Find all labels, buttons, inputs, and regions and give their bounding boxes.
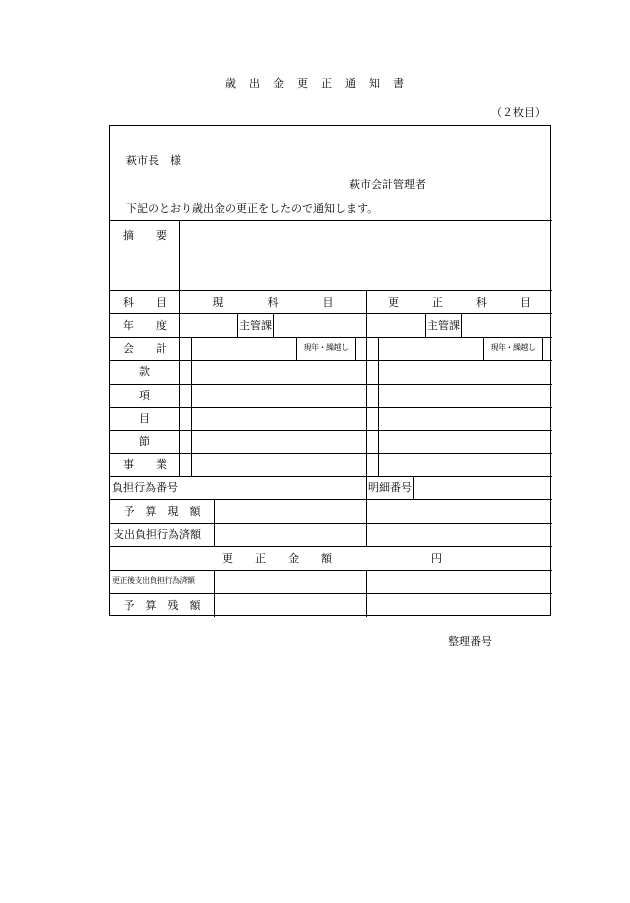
shishutsu-zumi-field[interactable] xyxy=(215,524,366,546)
gen-jigyo-field[interactable] xyxy=(192,454,366,476)
kosei-kingaku-label: 更 正 金 額 xyxy=(222,552,332,565)
futan-no-label: 負担行為番号 xyxy=(112,481,178,494)
gen-shukanka-label: 主管課 xyxy=(239,319,272,332)
gen-kaikei-field[interactable] xyxy=(192,338,296,360)
col-divider xyxy=(542,337,543,360)
kosei-go-label: 更正後支出負担行為済額 xyxy=(112,576,195,585)
setsu-label: 節 xyxy=(139,435,150,448)
gen-genen-label: 現年・繰越し xyxy=(303,343,349,352)
gen-kan-field[interactable] xyxy=(192,361,366,384)
col-divider xyxy=(366,476,367,500)
koseikamoku-header: 更 正 科 目 xyxy=(388,296,531,309)
yosan-gen-label: 予 算 現 額 xyxy=(123,505,201,518)
seiri-no-label: 整理番号 xyxy=(448,635,492,648)
kosei-setsu-field[interactable] xyxy=(379,431,552,453)
col-divider xyxy=(355,337,356,360)
gen-shukanka-field[interactable] xyxy=(274,314,366,337)
kamoku-label: 科 目 xyxy=(123,296,167,309)
kosei-nendo-field[interactable] xyxy=(367,314,425,337)
form-table xyxy=(109,125,551,616)
meisai-no-label: 明細番号 xyxy=(368,481,412,494)
gen-nendo-field[interactable] xyxy=(180,314,237,337)
gen-kou-field[interactable] xyxy=(192,385,366,407)
row-divider xyxy=(110,337,552,338)
yosan-zan-field[interactable] xyxy=(215,594,366,616)
yosan-zan-field-2[interactable] xyxy=(367,594,552,616)
kosei-genen-label: 現年・繰越し xyxy=(490,343,536,352)
kosei-shukanka-label: 主管課 xyxy=(427,319,460,332)
moku-label: 目 xyxy=(139,412,150,425)
kaikei-label: 会 計 xyxy=(123,342,167,355)
yen-label: 円 xyxy=(431,552,442,565)
gen-moku-field[interactable] xyxy=(192,408,366,430)
addressee: 萩市長 様 xyxy=(126,154,181,167)
row-divider xyxy=(110,290,552,291)
kosei-kaikei-field[interactable] xyxy=(379,338,483,360)
shishutsu-zumi-label: 支出負担行為済額 xyxy=(113,528,201,541)
kosei-go-field-2[interactable] xyxy=(367,571,552,593)
yosan-gen-field-2[interactable] xyxy=(367,500,552,523)
yosan-gen-field[interactable] xyxy=(215,500,366,523)
tekiyo-label: 摘 要 xyxy=(123,229,167,242)
kan-label: 款 xyxy=(139,365,150,378)
sender: 萩市会計管理者 xyxy=(349,178,426,191)
gen-setsu-field[interactable] xyxy=(192,431,366,453)
page-title: 歳 出 金 更 正 通 知 書 xyxy=(225,77,405,90)
kosei-kan-field[interactable] xyxy=(379,361,552,384)
kosei-jigyo-field[interactable] xyxy=(379,454,552,476)
shishutsu-zumi-field-2[interactable] xyxy=(367,524,552,546)
tekiyo-field[interactable] xyxy=(180,221,551,290)
meisai-no-field[interactable] xyxy=(414,477,552,499)
genkamoku-header: 現 科 目 xyxy=(212,296,334,309)
kou-label: 項 xyxy=(139,389,150,402)
yosan-zan-label: 予 算 残 額 xyxy=(123,599,201,612)
kosei-moku-field[interactable] xyxy=(379,408,552,430)
kosei-shukanka-field[interactable] xyxy=(462,314,552,337)
page-number: （２枚目） xyxy=(491,106,546,119)
notice-message: 下記のとおり歳出金の更正をしたので通知します。 xyxy=(126,202,379,215)
kosei-go-field[interactable] xyxy=(215,571,366,593)
futan-no-field[interactable] xyxy=(180,477,366,499)
row-divider xyxy=(110,546,552,547)
jigyo-label: 事 業 xyxy=(123,458,167,471)
nendo-label: 年 度 xyxy=(123,319,167,332)
kosei-kou-field[interactable] xyxy=(379,385,552,407)
